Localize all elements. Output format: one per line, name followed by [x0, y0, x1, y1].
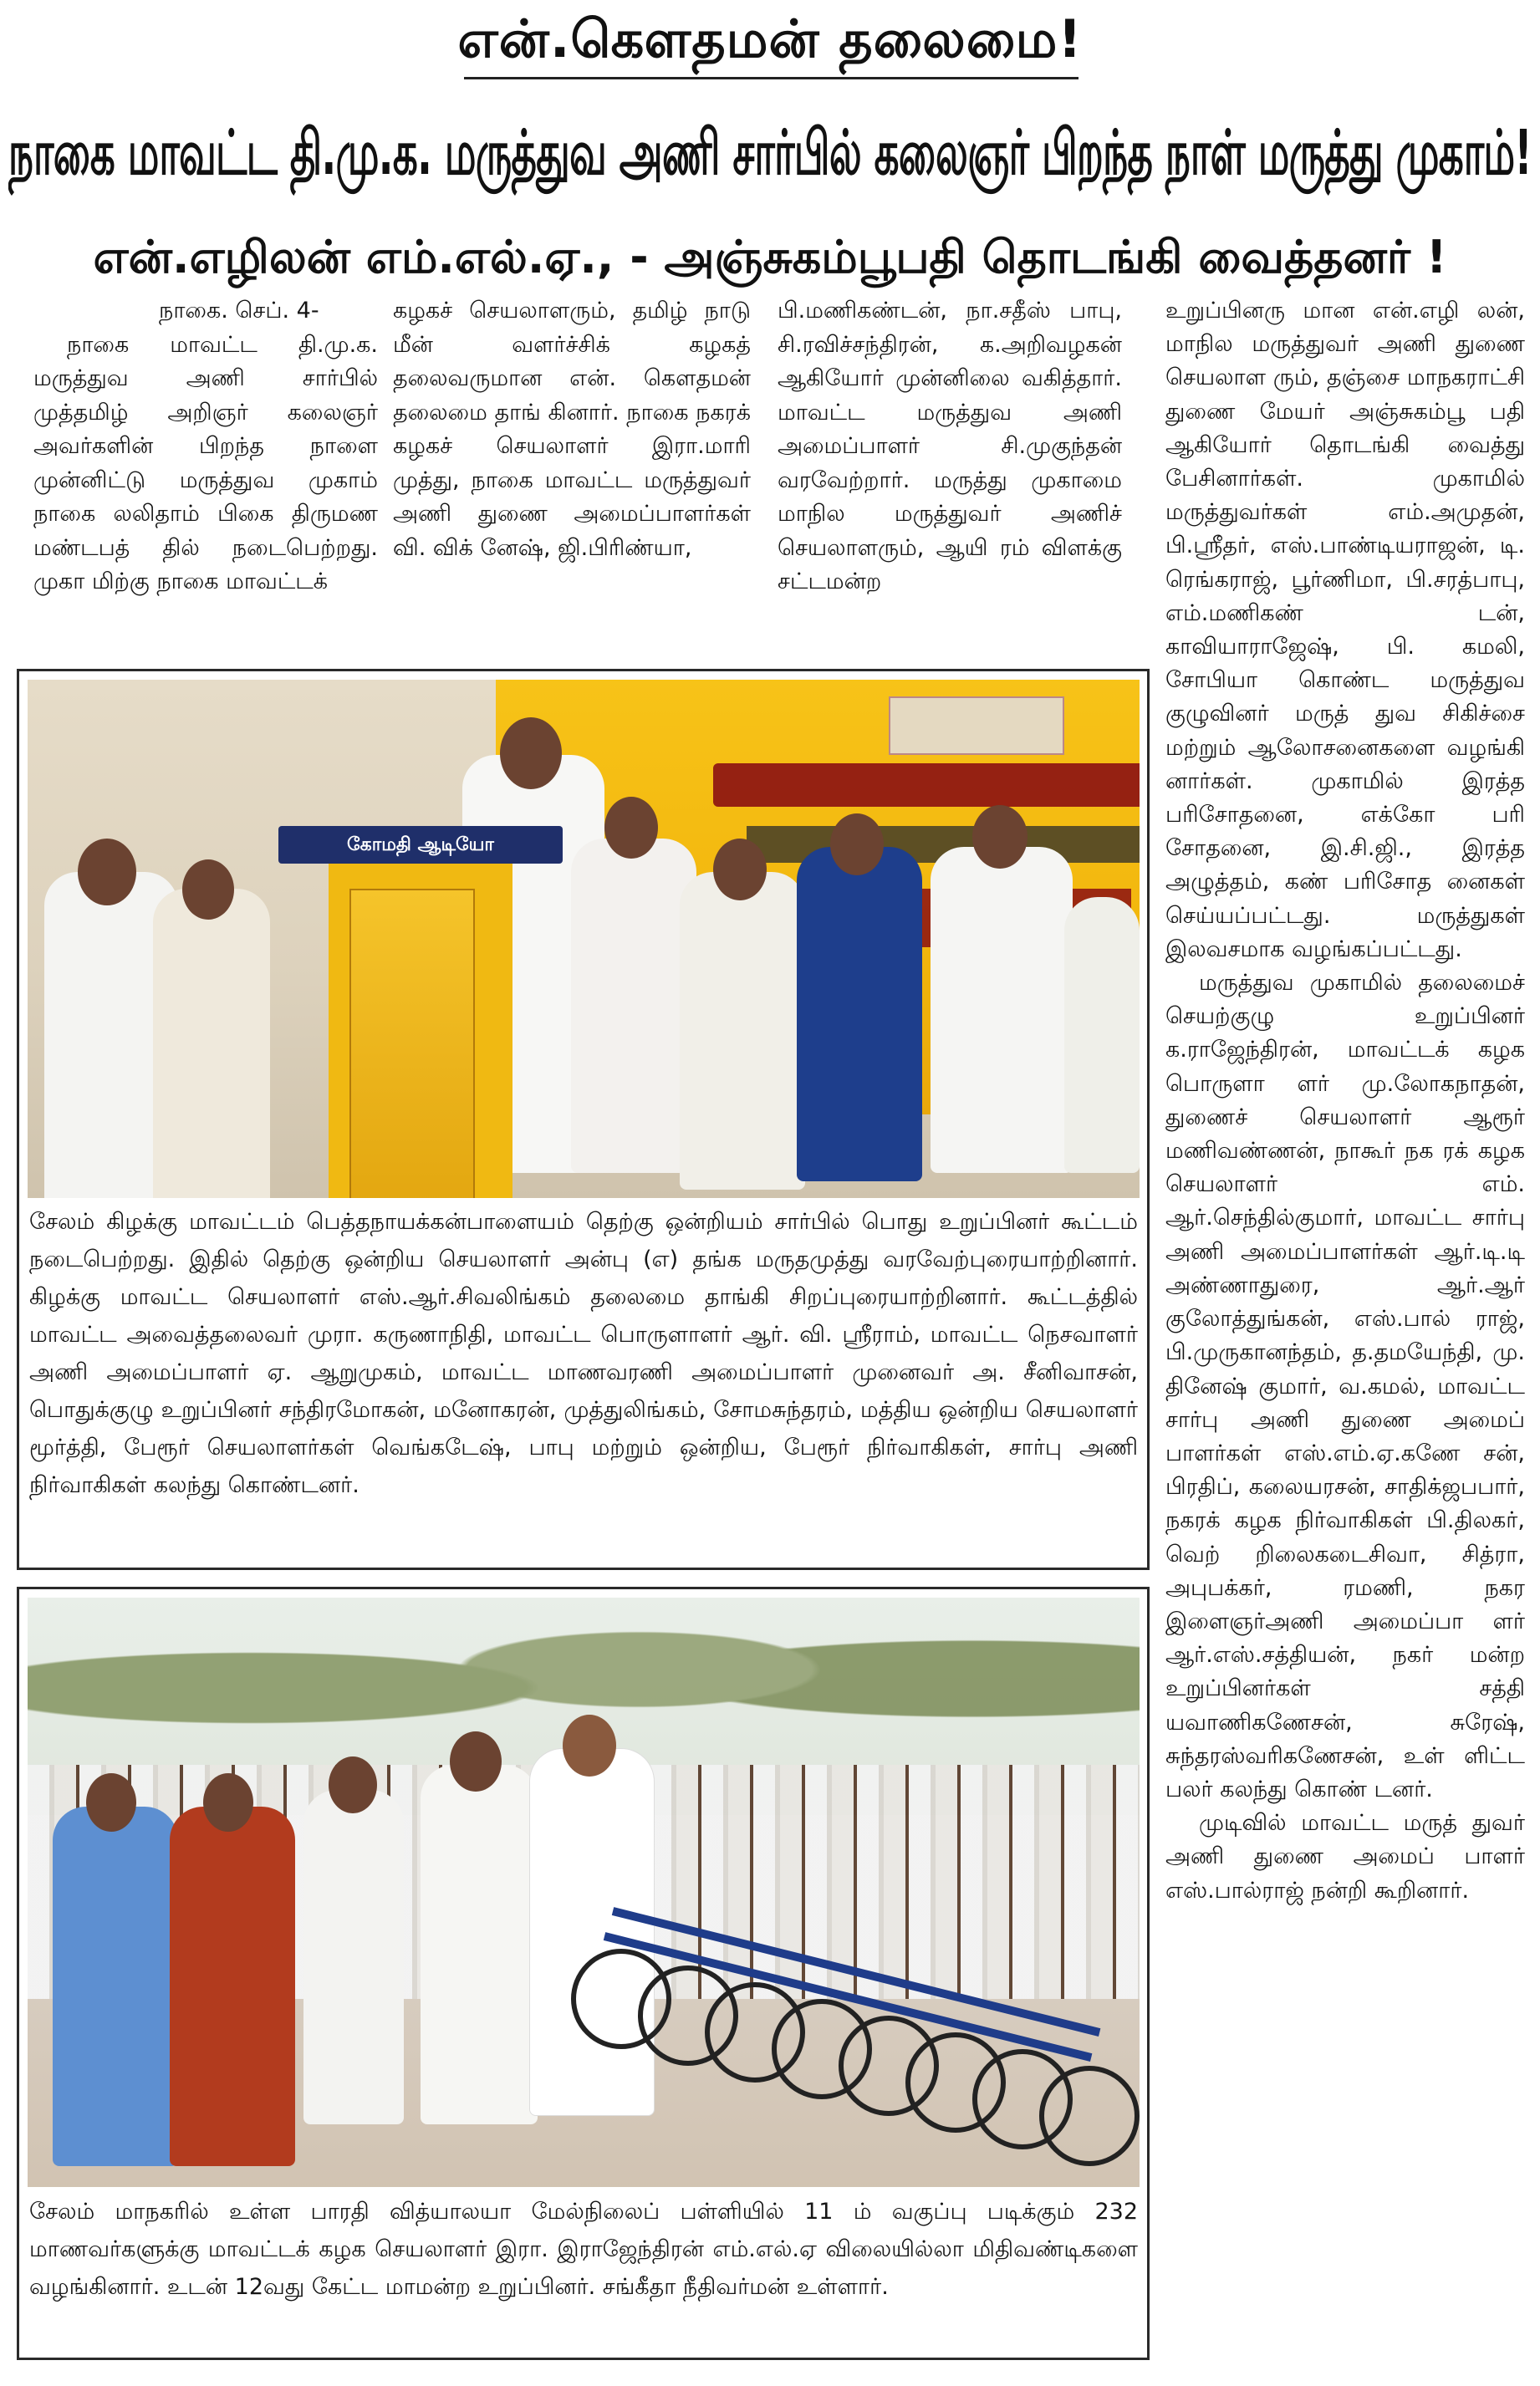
article-column-4 — [1165, 294, 1525, 1908]
dateline: நாகை. செப். 4- — [159, 298, 319, 324]
column-4-para-2: மருத்துவ முகாமில் தலைமைச் செயற்குழு உறுப்பினர் க.ராஜேந்திரன், மாவட்டக் கழக பொருளா ளர் மு.லோகநாதன், துணைச் செயலாளர் ஆரூர் மணிவண்ணன், நாகூர் நக ரக் கழக செயலாளர் எம். ஆர்.செந்தில்குமார், மாவட்ட சார்பு அணி அமைப்பாளர்கள் ஆர்.டி.டி அண்ணாதுரை, ஆர்.ஆர் குலோத்துங்கன், எஸ்.பால் ராஜ், பி.முருகானந்தம், த.தமயேந்தி, மு. தினேஷ் குமார், வ.கமல், மாவட்ட சார்பு அணி துணை அமைப் பாளர்கள் எஸ்.எம்.ஏ.கணே சன், பிரதிப், கலையரசன், சாதிக்ஜபபார், நகரக் கழக நிர்வாகிகள் பி.திலகர், வெற் றிலைகடைசிவா, சித்ரா, அபுபக்கர், ரமணி, நகர இளைஞர்அணி அமைப்பா ளர் ஆர்.எஸ்.சத்தியன், நகர் மன்ற உறுப்பினர்கள் சத்தி யவாணிகணேசன், சுரேஷ், சுந்தரஸ்வரிகணேசன், உள் ளிட்ட பலர் கலந்து கொண் டனர். — [1165, 970, 1525, 1802]
column-2-text: கழகச் செயலாளரும், தமிழ் நாடு மீன் வளர்ச்சிக் கழகத் தலைவருமான என். கௌதமன் தலைமை தாங் கினார். நாகை நகரக் கழகச் செயலாளர் இரா.மாரி முத்து, நாகை மாவட்ட மருத்துவர் அணி துணை அமைப்பாளர்கள் வி. விக் னேஷ், ஜி.பிரிண்யா, — [393, 298, 751, 561]
podium-sign — [278, 826, 563, 864]
main-headline: நாகை மாவட்ட தி.மு.க. மருத்துவ அணி சார்பில் கலைஞர் பிறந்த நாள் மருத்து முகாம்! — [8, 117, 1532, 189]
kicker-rule — [464, 77, 1079, 79]
photo-1-caption: சேலம் கிழக்கு மாவட்டம் பெத்தநாயக்கன்பாளையம் தெற்கு ஒன்றியம் சார்பில் பொது உறுப்பினர் கூட்டம் நடைபெற்றது. இதில் தெற்கு ஒன்றிய செயலாளர் அன்பு (எ) தங்க மருதமுத்து வரவேற்புரையாற்றினார். கிழக்கு மாவட்ட செயலாளர் எஸ்.ஆர்.சிவலிங்கம் தலைமை தாங்கி சிறப்புரையாற்றினார். கூட்டத்தில் மாவட்ட அவைத்தலைவர் முரா. கருணாநிதி, மாவட்ட பொருளாளர் ஆர். வி. ஸ்ரீராம், மாவட்ட நெசவாளர் அணி அமைப்பாளர் ஏ. ஆறுமுகம், மாவட்ட மாணவரணி அமைப்பாளர் முனைவர் அ. சீனிவாசன், பொதுக்குழு உறுப்பினர் சந்திரமோகன், மனோகரன், முத்துலிங்கம், சோமசுந்தரம், மத்திய ஒன்றிய செயலாளர் மூர்த்தி, பேரூர் செயலாளர்கள் வெங்கடேஷ், பாபு மற்றும் ஒன்றிய, பேரூர் நிர்வாகிகள், சார்பு அணி நிர்வாகிகள் கலந்து கொண்டனர். — [29, 1209, 1138, 1498]
podium-poster — [349, 889, 475, 1198]
photo-2-caption: சேலம் மாநகரில் உள்ள பாரதி வித்யாலயா மேல்நிலைப் பள்ளியில் 11 ம் வகுப்பு படிக்கும் 232 மாணவர்களுக்கு மாவட்டக் கழக செயலாளர் இரா. இராஜேந்திரன் எம்.எல்.ஏ விலையில்லா மிதிவண்டிகளை வழங்கினார். உடன் 12வது கேட்ட மாமன்ற உறுப்பினர். சங்கீதா நீதிவர்மன் உள்ளார். — [29, 2199, 1138, 2300]
event-photo-1 — [28, 680, 1140, 1198]
podium-label: கோமதி ஆடியோ — [347, 834, 494, 855]
column-1-text: நாகை மாவட்ட தி.மு.க. மருத்துவ அணி சார்பில் முத்தமிழ் அறிஞர் கலைஞர் அவர்களின் பிறந்த நாளை முன்னிட்டு மருத்துவ முகாம் நாகை லலிதாம் பிகை திருமண மண்டபத் தில் நடைபெற்றது. முகா மிற்கு நாகை மாவட்டக் — [33, 331, 378, 594]
leader-portraits — [889, 696, 1064, 755]
column-4-para-3: முடிவில் மாவட்ட மருத் துவர் அணி துணை அமைப் பாளர் எஸ்.பால்ராஜ் நன்றி கூறினார். — [1165, 1810, 1525, 1904]
column-3-text: பி.மணிகண்டன், நா.சதீஸ் பாபு, சி.ரவிச்சந்திரன், க.அறிவழகன் ஆகியோர் முன்னிலை வகித்தார். மாவட்ட மருத்துவ அணி அமைப்பாளர் சி.முகுந்தன் வரவேற்றார். மருத்து முகாமை மாநில மருத்துவர் அணிச் செயலாளரும், ஆயி ரம் விளக்கு சட்டமன்ற — [778, 298, 1122, 594]
column-4-para-1: உறுப்பினரு மான என்.எழி லன், மாநில மருத்துவர் அணி துணை செயலாள ரும், தஞ்சை மாநகராட்சி துணை மேயர் அஞ்சுகம்பூ பதி ஆகியோர் தொடங்கி வைத்து பேசினார்கள். முகாமில் மருத்துவர்கள் எம்.அமுதன், பி.ஸ்ரீதர், எஸ்.பாண்டியராஜன், டி. ரெங்கராஜ், பூர்ணிமா, பி.சரத்பாபு, எம்.மணிகண் டன், காவியாராஜேஷ், பி. கமலி, சோபியா கொண்ட மருத்துவ குழுவினர் மருத் துவ சிகிச்சை மற்றும் ஆலோசனைகளை வழங்கி னார்கள். முகாமில் இரத்த பரிசோதனை, எக்கோ பரி சோதனை, இ.சி.ஜி., இரத்த அழுத்தம், கண் பரிசோத னைகள் செய்யப்பட்டது. மருத்துகள் இலவசமாக வழங்கப்பட்டது. — [1165, 298, 1525, 962]
article-column-3 — [778, 294, 1122, 599]
photo-box-1 — [17, 669, 1150, 1570]
photo-box-2 — [17, 1587, 1150, 2360]
article-column-1 — [33, 294, 378, 599]
event-photo-2 — [28, 1598, 1140, 2187]
subheadline: என்.எழிலன் எம்.எல்.ஏ., - அஞ்சுகம்பூபதி தொடங்கி வைத்தனர் ! — [93, 231, 1447, 283]
article-column-2 — [393, 294, 751, 565]
kicker-headline: என்.கௌதமன் தலைமை! — [457, 8, 1083, 69]
